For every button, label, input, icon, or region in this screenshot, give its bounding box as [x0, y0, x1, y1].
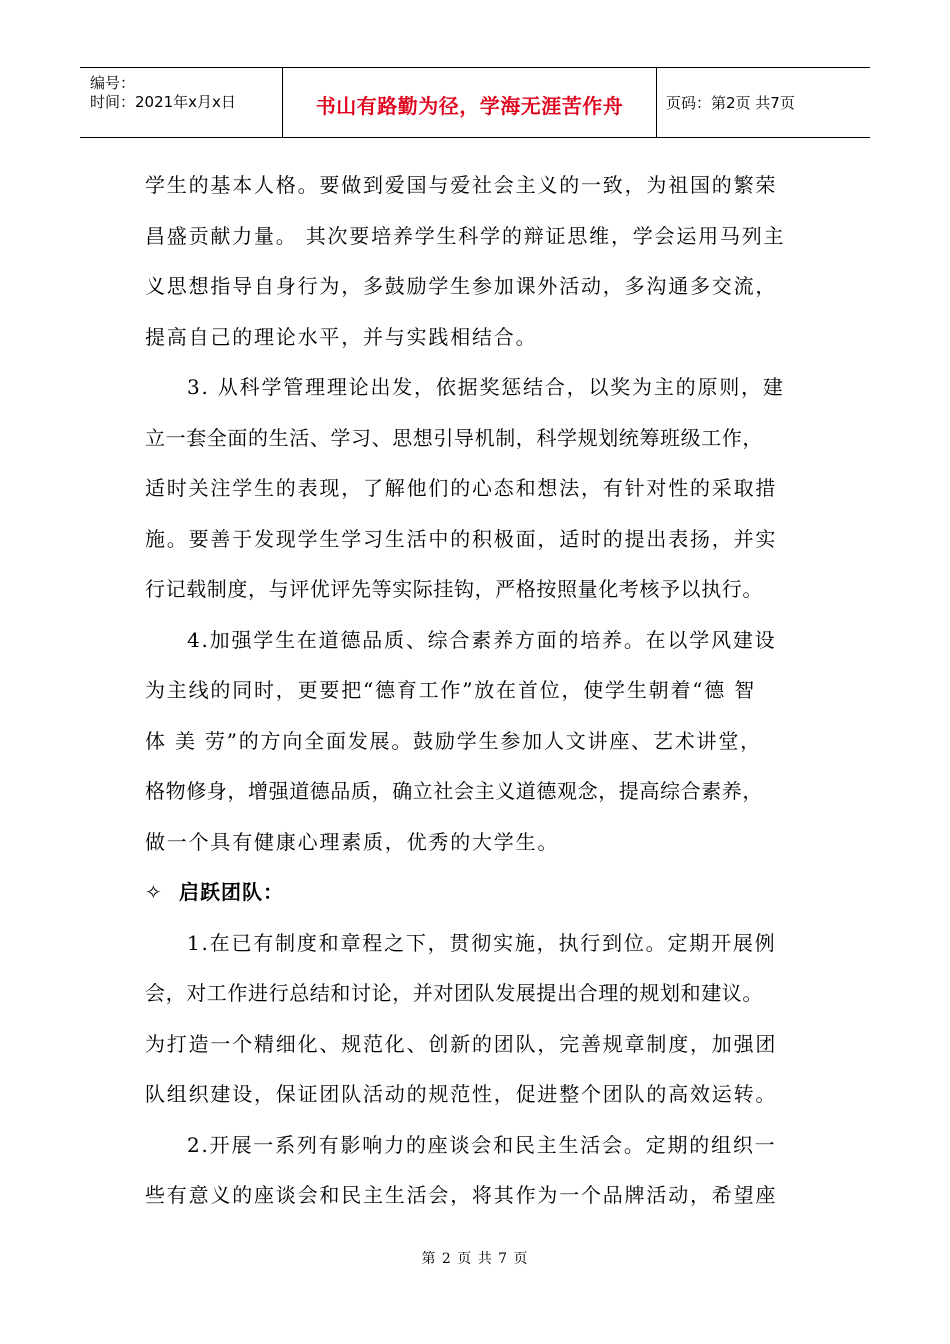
body-line: 行记载制度，与评优评先等实际挂钩，严格按照量化考核予以执行。 — [145, 577, 763, 601]
page-footer: 第 2 页 共 7 页 — [421, 1251, 529, 1267]
body-line: 些有意义的座谈会和民主生活会，将其作为一个品牌活动，希望座 — [145, 1183, 778, 1207]
body-line: 适时关注学生的表现，了解他们的心态和想法，有针对性的采取措 — [145, 476, 778, 500]
diamond-bullet-icon: ✧ — [145, 880, 163, 904]
document-number-label: 编号： — [90, 74, 136, 92]
body-line: 义思想指导自身行为，多鼓励学生参加课外活动，多沟通多交流， — [145, 274, 778, 298]
header-page-label: 页码：第2页 共7页 — [666, 94, 795, 112]
section-heading-text: 启跃团队： — [179, 880, 284, 904]
body-line: 为打造一个精细化、规范化、创新的团队，完善规章制度，加强团 — [145, 1031, 778, 1056]
body-line: 3. 从科学管理理论出发，依据奖惩结合，以奖为主的原则，建 — [187, 375, 785, 399]
body-line: 体 美 劳”的方向全面发展。鼓励学生参加人文讲座、艺术讲堂， — [145, 728, 762, 753]
body-line: 格物修身，增强道德品质，确立社会主义道德观念，提高综合素养， — [145, 779, 763, 803]
body-line: 立一套全面的生活、学习、思想引导机制，科学规划统筹班级工作， — [145, 425, 763, 450]
document-body — [145, 160, 815, 1221]
document-time-label: 时间：2021年x月x日 — [90, 93, 236, 111]
section-heading — [145, 867, 815, 918]
body-line: 提高自己的理论水平，并与实践相结合。 — [145, 324, 538, 349]
header-motto-cell — [283, 68, 657, 137]
body-line: 施。要善于发现学生学习生活中的积极面，适时的提出表扬，并实 — [145, 526, 778, 551]
header-meta-cell — [80, 68, 283, 137]
body-line: 4.加强学生在道德品质、综合素养方面的培养。在以学风建设 — [187, 627, 777, 652]
body-line: 队组织建设，保证团队活动的规范性，促进整个团队的高效运转。 — [145, 1082, 778, 1106]
header-page-cell — [657, 68, 870, 137]
body-line: 学生的基本人格。要做到爱国与爱社会主义的一致，为祖国的繁荣 — [145, 173, 778, 197]
body-line: 2.开展一系列有影响力的座谈会和民主生活会。定期的组织一 — [187, 1132, 777, 1157]
body-line: 会，对工作进行总结和讨论，并对团队发展提出合理的规划和建议。 — [145, 981, 763, 1005]
body-line: 做一个具有健康心理素质，优秀的大学生。 — [145, 829, 560, 854]
body-line: 昌盛贡献力量。 其次要培养学生科学的辩证思维，学会运用马列主 — [145, 223, 786, 248]
body-line: 1.在已有制度和章程之下，贯彻实施，执行到位。定期开展例 — [187, 930, 777, 955]
document-header — [80, 67, 870, 138]
header-motto: 书山有路勤为径，学海无涯苦作舟 — [315, 94, 624, 118]
body-line: 为主线的同时，更要把“德育工作”放在首位，使学生朝着“德 智 — [145, 678, 757, 702]
